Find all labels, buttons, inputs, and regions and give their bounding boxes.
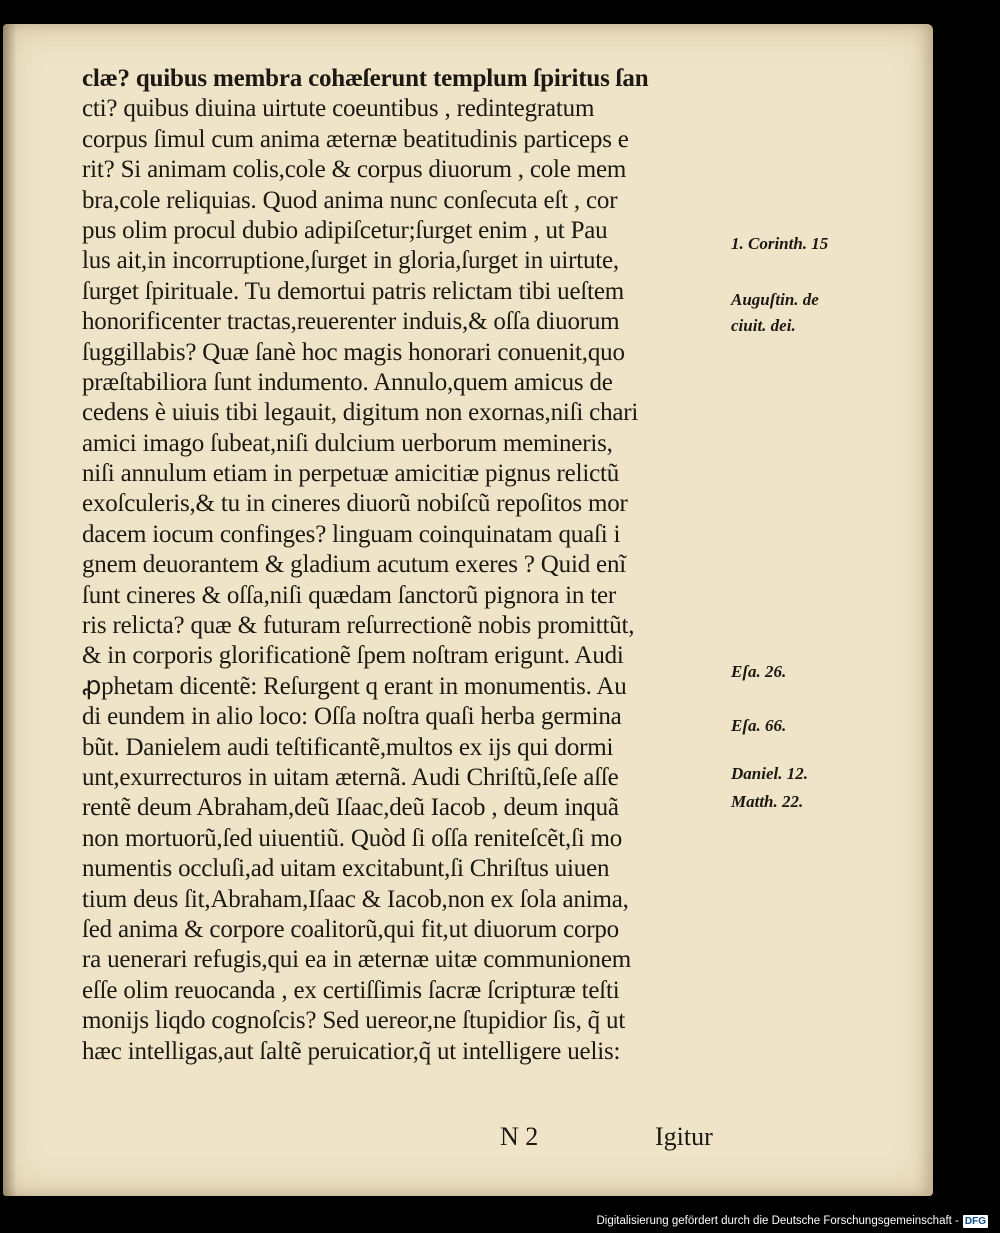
text-line: tium deus ſit,Abraham,Iſaac & Iacob,non ex ſola anima, [82, 885, 629, 913]
text-line: ſunt cineres & oſſa,niſi quædam ſanctorũ pignora in ter [82, 581, 617, 609]
text-line: gnem deuorantem & gladium acutum exeres ? Quid enĩ [82, 551, 626, 579]
marginal-note-ciuit: ciuit. dei. [731, 316, 796, 335]
marginal-note-augustin: Auguſtin. de [731, 290, 819, 309]
dfg-logo-icon: DFG [964, 1215, 986, 1227]
text-line: hæc intelligas,aut ſaltẽ peruicatior,q̃ ut intelligere uelis: [82, 1037, 621, 1065]
text-line: cti? quibus diuina uirtute coeuntibus , redintegratum [82, 95, 595, 123]
text-line: ſurget ſpirituale. Tu demortui patris relictam tibi ueſtem [82, 277, 625, 305]
text-line: non mortuorũ,ſed uiuentiũ. Quòd ſi oſſa reniteſcẽt,ſi mo [82, 824, 623, 852]
text-line: bra,cole reliquias. Quod anima nunc conſecuta eſt , cor [82, 186, 618, 214]
text-line: eſſe olim reuocanda , ex certiſſimis ſacræ ſcripturæ teſti [82, 976, 620, 1004]
digitization-credit [596, 1213, 988, 1229]
text-line: pus olim procul dubio adipiſcetur;ſurget enim , ut Pau [82, 216, 608, 244]
marginal-note-corinth: 1. Corinth. 15 [731, 234, 829, 253]
text-line: rentẽ deum Abraham,deũ Iſaac,deũ Iacob , deum inquã [82, 794, 619, 822]
credit-text: Digitalisierung gefördert durch die Deutsche Forschungsgemeinschaft - [596, 1215, 959, 1227]
text-line: præſtabiliora ſunt indumento. Annulo,quem amicus de [82, 368, 613, 396]
text-line: ſuggillabis? Quæ ſanè hoc magis honorari conuenit,quo [82, 338, 625, 366]
marginal-notes [3, 24, 933, 1196]
text-line: clæ? quibus membra cohæſerunt templum ſpiritus ſan [82, 65, 649, 92]
marginal-note-esa-66: Eſa. 66. [731, 716, 787, 735]
book-page [3, 24, 933, 1196]
text-line: di eundem in alio loco: Oſſa noſtra quaſi herba germina [82, 703, 622, 731]
catchword: Igitur [655, 1122, 713, 1151]
text-line: cedens è uiuis tibi legauit, digitum non exornas,niſi chari [82, 399, 639, 427]
text-line: corpus ſimul cum anima æternæ beatitudinis particeps e [82, 125, 629, 153]
text-line: ſed anima & corpore coalitorũ,qui fit,ut diuorum corpo [82, 915, 619, 943]
signature-mark: N 2 [500, 1122, 539, 1151]
marginal-note-matth: Matth. 22. [731, 792, 804, 811]
text-line: amici imago ſubeat,niſi dulcium uerborum memineris, [82, 429, 613, 457]
text-line: lus ait,in incorruptione,ſurget in gloria,ſurget in uirtute, [82, 247, 619, 275]
text-line: dacem iocum confinges? linguam coinquinatam quaſi i [82, 520, 621, 548]
text-line: ra uenerari refugis,qui ea in æternæ uitæ communionem [82, 946, 631, 974]
text-line: ꝓphetam dicentẽ: Reſurgent q erant in monumentis. Au [82, 672, 627, 700]
text-line: niſi annulum etiam in perpetuæ amicitiæ pignus relictũ [82, 460, 620, 488]
text-line: exoſculeris,& tu in cineres diuorũ nobiſcũ repoſitos mor [82, 490, 628, 518]
text-line: ris relicta? quæ & futuram reſurrectionẽ nobis promittũt, [82, 612, 635, 640]
text-line: & in corporis glorificationẽ ſpem noſtram erigunt. Audi [82, 642, 624, 670]
marginal-note-daniel: Daniel. 12. [731, 764, 808, 783]
text-line: bũt. Danielem audi teſtificantẽ,multos ex ijs qui dormi [82, 733, 614, 761]
text-line: numentis occluſi,ad uitam excitabunt,ſi Chriſtus uiuen [82, 855, 610, 883]
text-line: monijs liqdo cognoſcis? Sed uereor,ne ſtupidior ſis, q̃ ut [82, 1007, 626, 1035]
text-line: unt,exurrecturos in uitam æternã. Audi Chriſtũ,ſeſe aſſe [82, 763, 619, 791]
text-line: honorificenter tractas,reuerenter induis,& oſſa diuorum [82, 308, 620, 336]
marginal-note-esa-26: Eſa. 26. [731, 662, 787, 681]
text-line: rit? Si animam colis,cole & corpus diuorum , cole mem [82, 156, 627, 184]
